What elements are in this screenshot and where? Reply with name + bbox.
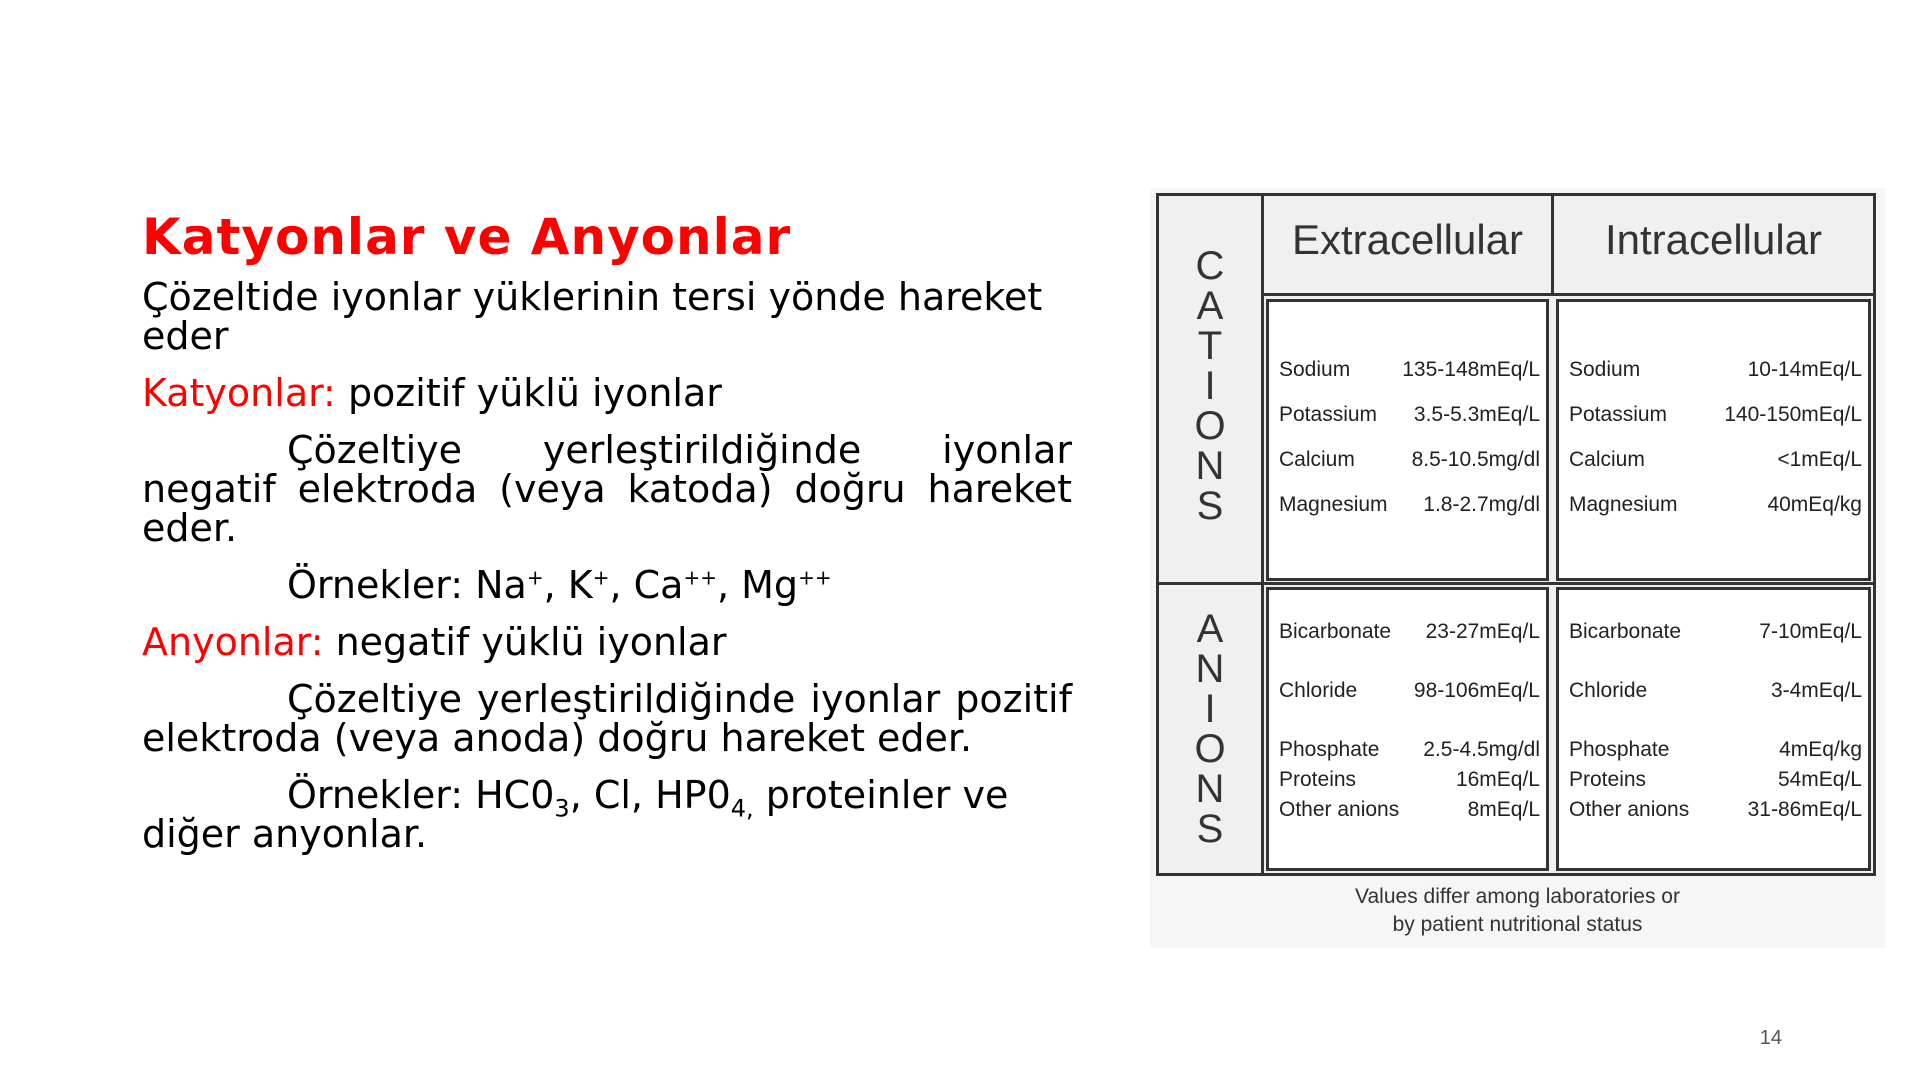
table-row [1279,358,1540,382]
row-value: 98-106mEq/L [1413,679,1540,702]
header-intracellular: Intracellular [1604,216,1823,263]
anions-description: Çözeltiye yerleştirildiğinde iyonlar pozitif elektroda (veya anoda) doğru hareket eder. [142,677,1072,760]
side-letter: S [1196,807,1224,851]
row-value: 23-27mEq/L [1425,620,1540,643]
table-row [1569,738,1862,762]
electrolyte-table [1156,193,1876,876]
cell-cations-extracellular [1266,299,1549,581]
row-value: 40mEq/kg [1767,493,1862,516]
side-label-cations [1175,246,1245,526]
row-value: 31-86mEq/L [1747,798,1862,821]
table-row [1569,493,1862,517]
row-name: Calcium [1569,448,1645,471]
row-value: 7-10mEq/L [1759,620,1862,643]
row-value: 135-148mEq/L [1402,358,1540,381]
row-value: <1mEq/L [1777,448,1862,471]
row-value: 54mEq/L [1777,768,1862,791]
example-ca: Ca [633,563,684,607]
table-row [1279,768,1540,792]
row-value: 3-4mEq/L [1770,679,1862,702]
example-hpo4-sub: 4, [730,794,754,823]
header-extracellular: Extracellular [1291,216,1524,263]
side-letter: N [1195,767,1225,811]
row-name: Magnesium [1279,493,1388,516]
side-letter: N [1195,444,1225,488]
example-k: K [567,563,593,607]
anions-label: Anyonlar: [142,620,324,664]
side-letter: S [1196,484,1224,528]
row-value: 16mEq/L [1455,768,1540,791]
grid-line [1261,196,1264,873]
side-letter: I [1204,364,1216,408]
row-value: 140-150mEq/L [1724,403,1862,426]
intro-text: Çözeltide iyonlar yüklerinin tersi yönde hareket eder [142,275,1043,358]
row-name: Phosphate [1569,738,1670,761]
anions-examples-label: Örnekler: [287,773,476,817]
row-name: Chloride [1279,679,1358,702]
table-row [1279,448,1540,472]
example-sep: , [716,563,742,607]
anions-text: negatif yüklü iyonlar [323,620,727,664]
table-caption [1150,883,1885,939]
table-row [1569,798,1862,822]
side-letter: I [1204,687,1216,731]
example-mg: Mg [741,563,799,607]
row-value: 4mEq/kg [1779,738,1862,761]
example-na-charge: + [526,565,544,590]
row-name: Proteins [1569,768,1647,791]
table-row [1569,448,1862,472]
row-name: Sodium [1279,358,1351,381]
electrolyte-table-figure [1150,188,1885,948]
side-letter: O [1194,727,1226,771]
row-name: Bicarbonate [1569,620,1682,643]
row-name: Potassium [1279,403,1378,426]
row-value: 1.8-2.7mg/dl [1423,493,1540,516]
row-value: 10-14mEq/L [1747,358,1862,381]
cations-text: pozitif yüklü iyonlar [335,371,722,415]
table-row [1569,403,1862,427]
example-rest: proteinler ve diğer anyonlar. [142,773,1009,856]
side-letter: A [1196,284,1224,328]
row-name: Other anions [1279,798,1400,821]
side-letter: T [1197,324,1223,368]
side-label-anions [1175,609,1245,849]
side-letter: O [1194,404,1226,448]
row-name: Potassium [1569,403,1668,426]
example-k-charge: + [592,565,610,590]
example-cl-hpo4: , Cl, HP0 [569,773,731,817]
table-row [1279,493,1540,517]
table-row [1279,620,1540,644]
example-hco3-sub: 3 [554,794,570,823]
example-ca-charge: ++ [683,565,717,590]
example-mg-charge: ++ [798,565,832,590]
table-row [1569,358,1862,382]
anions-definition [142,620,1072,664]
example-na: Na [475,563,527,607]
caption-line: by patient nutritional status [1392,913,1643,936]
row-value: 2.5-4.5mg/dl [1423,738,1540,761]
caption-line: Values differ among laboratories or [1355,885,1680,908]
row-value: 3.5-5.3mEq/L [1413,403,1540,426]
example-hco3: HC0 [475,773,555,817]
anions-examples [142,773,1072,856]
example-sep: , [543,563,568,607]
cell-anions-intracellular [1556,587,1871,871]
cations-definition [142,371,1072,415]
row-value: 8.5-10.5mg/dl [1411,448,1540,471]
row-name: Proteins [1279,768,1357,791]
example-sep: , [609,563,634,607]
row-name: Bicarbonate [1279,620,1392,643]
row-name: Calcium [1279,448,1355,471]
row-name: Phosphate [1279,738,1380,761]
table-row [1569,768,1862,792]
table-row [1279,738,1540,762]
cations-examples [142,563,1072,607]
row-name: Chloride [1569,679,1648,702]
table-row [1279,798,1540,822]
table-row [1279,679,1540,703]
cations-description: Çözeltiye yerleştirildiğinde iyonlar negatif elektroda (veya katoda) doğru hareket eder. [142,428,1072,550]
grid-line [1159,582,1873,585]
page-number: 14 [1759,1027,1782,1049]
cell-anions-extracellular [1266,587,1549,871]
side-letter: C [1195,244,1225,288]
cations-examples-label: Örnekler: [287,563,476,607]
table-row [1569,620,1862,644]
table-row [1569,679,1862,703]
table-row [1279,403,1540,427]
cations-label: Katyonlar: [142,371,336,415]
row-value: 8mEq/L [1467,798,1540,821]
row-name: Other anions [1569,798,1690,821]
side-letter: N [1195,647,1225,691]
cell-cations-intracellular [1556,299,1871,581]
side-letter: A [1196,607,1224,651]
text-column [142,208,1072,872]
row-name: Sodium [1569,358,1641,381]
grid-line [1261,293,1873,296]
row-name: Magnesium [1569,493,1678,516]
slide-title: Katyonlar ve Anyonlar [142,208,792,266]
